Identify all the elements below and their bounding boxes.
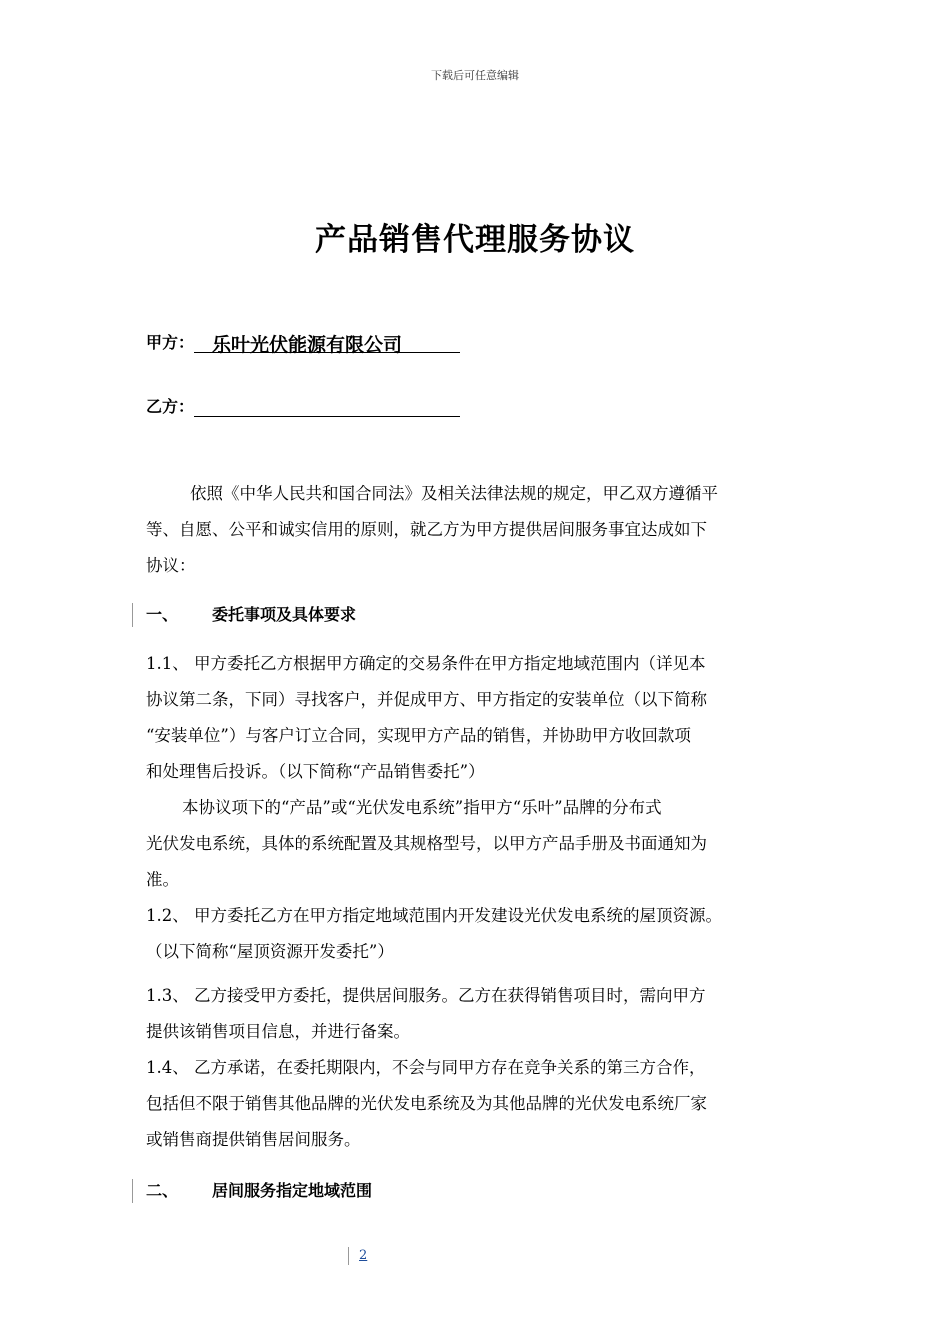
clause-line: 本协议项下的“产品”或“光伏发电系统”指甲方“乐叶”品牌的分布式 [182,798,662,817]
clause-line: 准。 [146,870,179,889]
party-b-field [194,394,460,417]
clause-line: 包括但不限于销售其他品牌的光伏发电系统及为其他品牌的光伏发电系统厂家 [146,1094,707,1113]
page-number[interactable]: 2 [348,1247,367,1265]
clause-line: 或销售商提供销售居间服务。 [146,1130,361,1149]
party-a-value: 乐叶光伏能源有限公司 [212,334,403,356]
preamble-line: 协议： [146,556,196,575]
clause-1-3 [146,978,826,1050]
clause-line: 1.4、 乙方承诺，在委托期限内，不会与同甲方存在竞争关系的第三方合作， [146,1058,706,1077]
clause-line: 1.2、 甲方委托乙方在甲方指定地域范围内开发建设光伏发电系统的屋顶资源。 [146,906,722,925]
party-b-label: 乙方： [146,397,195,416]
preamble-paragraph [146,476,826,584]
preamble-line: 依照《中华人民共和国合同法》及相关法律法规的规定，甲乙双方遵循平 [190,484,718,503]
clause-line: 1.1、 甲方委托乙方根据甲方确定的交易条件在甲方指定地域范围内（详见本 [146,654,706,673]
section-number: 一、 [146,605,179,624]
clause-line: “安装单位”）与客户订立合同，实现甲方产品的销售，并协助甲方收回款项 [146,726,691,745]
preamble-line: 等、自愿、公平和诚实信用的原则，就乙方为甲方提供居间服务事宜达成如下 [146,520,707,539]
section-heading-2 [132,1179,372,1203]
header-note: 下载后可任意编辑 [431,69,519,82]
document-title: 产品销售代理服务协议 [315,222,635,258]
party-a-field [194,330,460,356]
section-heading-1 [132,603,356,627]
clause-line: 光伏发电系统，具体的系统配置及其规格型号，以甲方产品手册及书面通知为 [146,834,707,853]
section-number: 二、 [146,1181,179,1200]
clause-line: 协议第二条，下同）寻找客户，并促成甲方、甲方指定的安装单位（以下简称 [146,690,707,709]
clause-1-1 [146,646,826,790]
clause-line: 1.3、 乙方接受甲方委托，提供居间服务。乙方在获得销售项目时，需向甲方 [146,986,706,1005]
clause-line: 提供该销售项目信息，并进行备案。 [146,1022,410,1041]
clause-1-2 [146,898,836,970]
clause-line: 和处理售后投诉。（以下简称“产品销售委托”） [146,762,485,781]
clause-line: （以下简称“屋顶资源开发委托”） [146,942,394,961]
section-title: 委托事项及具体要求 [212,605,357,624]
party-a-label: 甲方： [146,333,195,352]
party-b-line [146,394,460,417]
party-a-line [146,330,460,356]
section-title: 居间服务指定地域范围 [212,1181,373,1200]
clause-1-1-note [146,790,826,898]
clause-1-4 [146,1050,826,1158]
